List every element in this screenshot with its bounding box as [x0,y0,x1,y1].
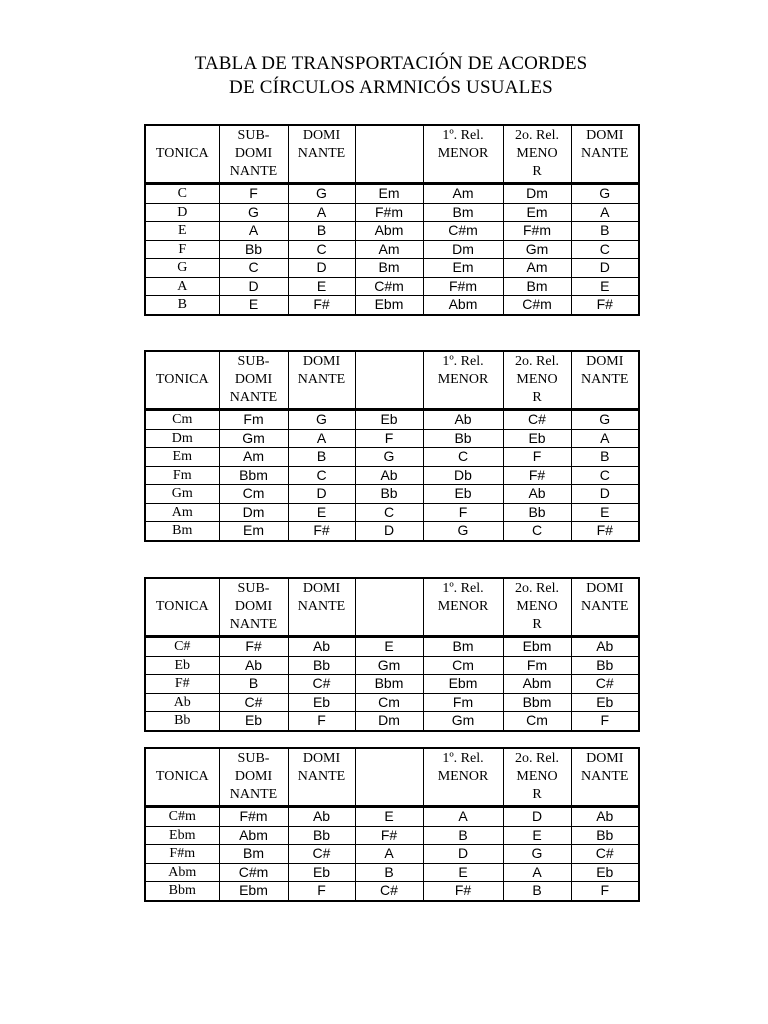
table-row [145,429,639,448]
header-row [145,578,639,637]
table-row [145,637,639,657]
header-blank [355,351,423,410]
cell-first-relative-minor: C [423,448,503,467]
header-subdominante [219,351,288,410]
header-dominante-line: NANTE [297,599,346,614]
cell-relative: C# [355,882,423,901]
cell-tonica: C#m [145,807,219,827]
header-dominante [288,748,355,807]
header-dominante-2-line: NANTE [581,372,629,387]
header-first-relative-minor [423,748,503,807]
cell-second-relative-minor: Ebm [503,637,571,657]
cell-dominante: Ab [288,637,355,657]
cell-tonica: F#m [145,845,219,864]
cell-dominante: F [288,712,355,731]
cell-tonica: F# [145,675,219,694]
cell-first-relative-minor: Bm [423,203,503,222]
chord-table-2 [144,350,640,542]
cell-second-relative-minor: Fm [503,656,571,675]
cell-dominante-2: A [571,203,639,222]
cell-second-relative-minor: B [503,882,571,901]
header-second-relative-minor-line: MENO [516,372,558,387]
cell-second-relative-minor: Eb [503,429,571,448]
header-first-relative-minor-line: MENOR [437,769,489,784]
cell-first-relative-minor: B [423,826,503,845]
header-subdominante-line: DOMI [234,769,273,784]
table-row [145,522,639,541]
header-first-relative-minor-line: MENOR [437,599,489,614]
cell-first-relative-minor: Gm [423,712,503,731]
cell-relative: Bbm [355,675,423,694]
header-blank [355,578,423,637]
cell-subdominante: D [219,277,288,296]
header-dominante-2 [571,351,639,410]
cell-dominante-2: B [571,448,639,467]
header-subdominante [219,125,288,184]
table-row [145,240,639,259]
cell-subdominante: Cm [219,485,288,504]
cell-dominante-2: G [571,410,639,430]
cell-relative: C#m [355,277,423,296]
cell-dominante-2: G [571,184,639,204]
header-dominante-2-line: NANTE [581,769,629,784]
cell-relative: A [355,845,423,864]
table-row [145,466,639,485]
cell-second-relative-minor: A [503,863,571,882]
cell-second-relative-minor: Am [503,259,571,278]
table-row [145,448,639,467]
header-dominante-2 [571,578,639,637]
header-first-relative-minor-line: 1º. Rel. [442,751,484,766]
header-dominante-2-line: NANTE [581,599,629,614]
cell-dominante: F [288,882,355,901]
chord-table-3 [144,577,640,732]
cell-tonica: F [145,240,219,259]
cell-second-relative-minor: C [503,522,571,541]
cell-dominante-2: Ab [571,637,639,657]
header-dominante-2-line: DOMI [586,751,624,766]
chord-table-4 [144,747,640,902]
cell-tonica: Bb [145,712,219,731]
cell-dominante: B [288,448,355,467]
header-subdominante [219,578,288,637]
table-row [145,222,639,241]
cell-first-relative-minor: Dm [423,240,503,259]
cell-second-relative-minor: F#m [503,222,571,241]
cell-dominante: Bb [288,656,355,675]
cell-second-relative-minor: G [503,845,571,864]
table-row [145,882,639,901]
cell-dominante: Eb [288,693,355,712]
header-dominante-2 [571,125,639,184]
cell-second-relative-minor: Abm [503,675,571,694]
cell-tonica: Em [145,448,219,467]
header-subdominante-line: NANTE [229,164,278,179]
table-row [145,675,639,694]
cell-tonica: G [145,259,219,278]
cell-relative: Cm [355,693,423,712]
header-first-relative-minor [423,351,503,410]
table-row [145,503,639,522]
header-dominante-2-line: DOMI [586,354,624,369]
cell-first-relative-minor: F [423,503,503,522]
title-line-1: TABLA DE TRANSPORTACIÓN DE ACORDES [194,53,588,74]
header-subdominante-line: SUB- [237,581,270,596]
table-row [145,277,639,296]
cell-relative: B [355,863,423,882]
cell-relative: Dm [355,712,423,731]
cell-relative: Ebm [355,296,423,315]
header-dominante [288,351,355,410]
header-dominante-2-line: DOMI [586,581,624,596]
cell-dominante: F# [288,296,355,315]
header-second-relative-minor-line: 2o. Rel. [515,354,559,369]
header-subdominante-line: SUB- [237,354,270,369]
cell-tonica: Ab [145,693,219,712]
cell-subdominante: Bm [219,845,288,864]
cell-dominante-2: D [571,259,639,278]
cell-subdominante: Am [219,448,288,467]
header-tonica: TONICA [145,748,219,807]
cell-relative: Eb [355,410,423,430]
header-second-relative-minor [503,351,571,410]
cell-dominante-2: E [571,503,639,522]
header-tonica: TONICA [145,125,219,184]
cell-tonica: C [145,184,219,204]
cell-relative: E [355,637,423,657]
cell-relative: Abm [355,222,423,241]
header-subdominante-line: NANTE [229,390,278,405]
table-row [145,826,639,845]
cell-dominante-2: Bb [571,656,639,675]
header-subdominante-line: NANTE [229,787,278,802]
cell-relative: Gm [355,656,423,675]
cell-second-relative-minor: F# [503,466,571,485]
cell-tonica: Eb [145,656,219,675]
header-dominante-2-line: DOMI [586,128,624,143]
header-first-relative-minor-line: 1º. Rel. [442,354,484,369]
header-row [145,351,639,410]
cell-dominante-2: E [571,277,639,296]
cell-subdominante: C [219,259,288,278]
cell-tonica: Bbm [145,882,219,901]
cell-dominante: D [288,259,355,278]
cell-subdominante: Fm [219,410,288,430]
cell-subdominante: Bb [219,240,288,259]
cell-dominante-2: C [571,240,639,259]
cell-relative: Ab [355,466,423,485]
header-first-relative-minor-line: MENOR [437,372,489,387]
cell-subdominante: F [219,184,288,204]
cell-dominante: D [288,485,355,504]
header-second-relative-minor-line: 2o. Rel. [515,581,559,596]
table-row [145,693,639,712]
cell-dominante-2: C [571,466,639,485]
header-tonica: TONICA [145,578,219,637]
header-second-relative-minor [503,578,571,637]
cell-second-relative-minor: Bbm [503,693,571,712]
header-dominante [288,578,355,637]
table-row [145,845,639,864]
header-first-relative-minor [423,125,503,184]
table-row [145,712,639,731]
cell-tonica: Am [145,503,219,522]
cell-dominante: Eb [288,863,355,882]
cell-dominante: E [288,277,355,296]
cell-dominante: G [288,184,355,204]
header-second-relative-minor-line: R [532,617,542,632]
cell-tonica: Abm [145,863,219,882]
cell-subdominante: Bbm [219,466,288,485]
cell-first-relative-minor: Abm [423,296,503,315]
header-second-relative-minor-line: MENO [516,146,558,161]
cell-relative: G [355,448,423,467]
cell-first-relative-minor: Ab [423,410,503,430]
cell-first-relative-minor: Cm [423,656,503,675]
cell-dominante: A [288,203,355,222]
cell-second-relative-minor: C# [503,410,571,430]
header-subdominante-line: DOMI [234,146,273,161]
cell-dominante-2: C# [571,845,639,864]
header-first-relative-minor-line: 1º. Rel. [442,581,484,596]
cell-dominante: Ab [288,807,355,827]
table-row [145,184,639,204]
cell-second-relative-minor: E [503,826,571,845]
cell-dominante: C [288,240,355,259]
cell-dominante: A [288,429,355,448]
cell-subdominante: C# [219,693,288,712]
cell-first-relative-minor: Bb [423,429,503,448]
cell-relative: Am [355,240,423,259]
cell-subdominante: B [219,675,288,694]
cell-dominante: G [288,410,355,430]
cell-relative: E [355,807,423,827]
cell-dominante-2: Ab [571,807,639,827]
cell-dominante-2: F [571,882,639,901]
header-subdominante-line: SUB- [237,751,270,766]
cell-first-relative-minor: Ebm [423,675,503,694]
cell-subdominante: Abm [219,826,288,845]
cell-first-relative-minor: Eb [423,485,503,504]
header-second-relative-minor [503,748,571,807]
cell-first-relative-minor: D [423,845,503,864]
header-blank [355,125,423,184]
cell-second-relative-minor: Dm [503,184,571,204]
cell-dominante-2: Eb [571,863,639,882]
cell-second-relative-minor: C#m [503,296,571,315]
cell-second-relative-minor: Em [503,203,571,222]
cell-tonica: Gm [145,485,219,504]
header-dominante-line: DOMI [302,581,341,596]
cell-tonica: D [145,203,219,222]
cell-subdominante: Gm [219,429,288,448]
table-row [145,485,639,504]
cell-relative: Bb [355,485,423,504]
header-dominante-line: DOMI [302,128,341,143]
cell-relative: D [355,522,423,541]
cell-dominante-2: Bb [571,826,639,845]
header-first-relative-minor [423,578,503,637]
cell-dominante-2: F [571,712,639,731]
cell-dominante-2: C# [571,675,639,694]
cell-subdominante: Em [219,522,288,541]
header-dominante-2 [571,748,639,807]
header-second-relative-minor-line: R [532,390,542,405]
cell-tonica: E [145,222,219,241]
cell-dominante: C [288,466,355,485]
header-dominante-line: DOMI [302,751,341,766]
cell-second-relative-minor: Ab [503,485,571,504]
cell-dominante-2: D [571,485,639,504]
header-dominante-2-line: NANTE [581,146,629,161]
table-row [145,863,639,882]
cell-tonica: Cm [145,410,219,430]
cell-first-relative-minor: C#m [423,222,503,241]
cell-dominante-2: F# [571,522,639,541]
cell-second-relative-minor: Bb [503,503,571,522]
header-first-relative-minor-line: MENOR [437,146,489,161]
cell-dominante-2: F# [571,296,639,315]
cell-subdominante: Ebm [219,882,288,901]
header-dominante-line: NANTE [297,372,346,387]
table-row [145,656,639,675]
cell-first-relative-minor: Am [423,184,503,204]
header-subdominante-line: DOMI [234,372,273,387]
cell-dominante: C# [288,845,355,864]
cell-second-relative-minor: F [503,448,571,467]
cell-first-relative-minor: F# [423,882,503,901]
cell-subdominante: C#m [219,863,288,882]
header-subdominante-line: DOMI [234,599,273,614]
table-row [145,410,639,430]
header-subdominante-line: NANTE [229,617,278,632]
cell-dominante-2: Eb [571,693,639,712]
table-row [145,259,639,278]
cell-subdominante: G [219,203,288,222]
header-blank [355,748,423,807]
header-dominante-line: NANTE [297,146,346,161]
header-row [145,125,639,184]
header-dominante-line: NANTE [297,769,346,784]
cell-second-relative-minor: Gm [503,240,571,259]
cell-first-relative-minor: Fm [423,693,503,712]
header-subdominante-line: SUB- [237,128,270,143]
cell-second-relative-minor: Bm [503,277,571,296]
cell-dominante: C# [288,675,355,694]
header-second-relative-minor-line: MENO [516,599,558,614]
cell-subdominante: E [219,296,288,315]
cell-first-relative-minor: A [423,807,503,827]
cell-first-relative-minor: Bm [423,637,503,657]
table-row [145,807,639,827]
cell-first-relative-minor: Em [423,259,503,278]
document-title [0,52,768,100]
cell-tonica: B [145,296,219,315]
cell-relative: F [355,429,423,448]
header-dominante [288,125,355,184]
cell-relative: F# [355,826,423,845]
cell-subdominante: Dm [219,503,288,522]
cell-second-relative-minor: Cm [503,712,571,731]
header-second-relative-minor-line: 2o. Rel. [515,751,559,766]
cell-dominante-2: B [571,222,639,241]
cell-tonica: Fm [145,466,219,485]
cell-second-relative-minor: D [503,807,571,827]
cell-subdominante: F#m [219,807,288,827]
chord-table-1 [144,124,640,316]
cell-subdominante: Eb [219,712,288,731]
cell-dominante: B [288,222,355,241]
cell-relative: Em [355,184,423,204]
header-second-relative-minor-line: MENO [516,769,558,784]
header-dominante-line: DOMI [302,354,341,369]
table-row [145,203,639,222]
cell-tonica: Ebm [145,826,219,845]
cell-first-relative-minor: E [423,863,503,882]
cell-subdominante: Ab [219,656,288,675]
table-row [145,296,639,315]
cell-dominante-2: A [571,429,639,448]
header-second-relative-minor-line: 2o. Rel. [515,128,559,143]
cell-tonica: C# [145,637,219,657]
cell-relative: F#m [355,203,423,222]
header-second-relative-minor [503,125,571,184]
cell-first-relative-minor: G [423,522,503,541]
cell-subdominante: F# [219,637,288,657]
cell-subdominante: A [219,222,288,241]
header-second-relative-minor-line: R [532,164,542,179]
cell-first-relative-minor: F#m [423,277,503,296]
cell-dominante: F# [288,522,355,541]
header-second-relative-minor-line: R [532,787,542,802]
header-row [145,748,639,807]
cell-first-relative-minor: Db [423,466,503,485]
cell-tonica: Bm [145,522,219,541]
cell-relative: C [355,503,423,522]
header-tonica: TONICA [145,351,219,410]
cell-dominante: E [288,503,355,522]
cell-tonica: A [145,277,219,296]
header-subdominante [219,748,288,807]
title-line-2: DE CÍRCULOS ARMNICÓS USUALES [229,77,553,98]
cell-dominante: Bb [288,826,355,845]
cell-relative: Bm [355,259,423,278]
cell-tonica: Dm [145,429,219,448]
header-first-relative-minor-line: 1º. Rel. [442,128,484,143]
